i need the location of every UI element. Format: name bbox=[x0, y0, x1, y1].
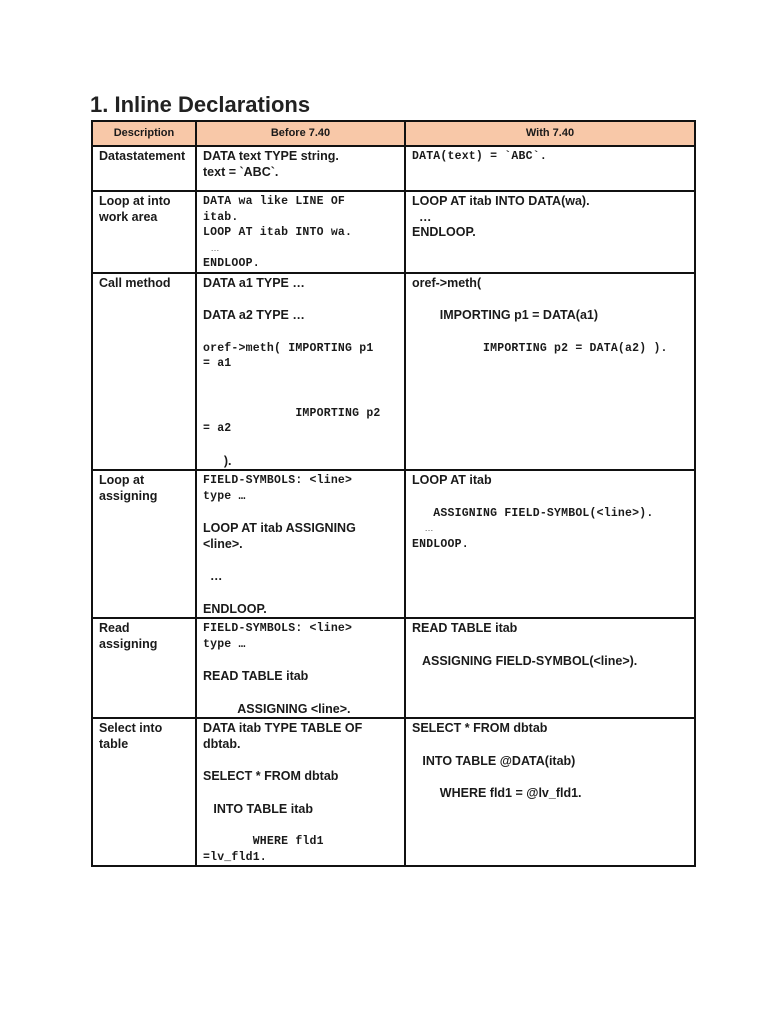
with-740-cell bbox=[405, 146, 695, 191]
description-line: assigning bbox=[99, 636, 158, 651]
code-line: IMPORTING p2 = DATA(a2) ). bbox=[412, 341, 668, 355]
statement-line: LOOP AT itab ASSIGNING bbox=[203, 521, 356, 535]
code-line: type … bbox=[203, 489, 246, 503]
statement-line: INTO TABLE @DATA(itab) bbox=[412, 753, 576, 768]
statement-line: DATA a1 TYPE … bbox=[203, 275, 305, 290]
code-line: =lv_fld1. bbox=[203, 850, 267, 864]
section-title: 1. Inline Declarations bbox=[90, 92, 311, 117]
description-line: Read bbox=[99, 621, 130, 635]
blank-line bbox=[203, 585, 398, 602]
description-line: Loop at bbox=[99, 473, 145, 487]
code-line: LOOP AT itab INTO wa. bbox=[203, 226, 353, 239]
table-row bbox=[92, 618, 695, 718]
statement-line: <line>. bbox=[203, 536, 243, 551]
description-line: work area bbox=[99, 209, 158, 224]
table-row bbox=[92, 718, 695, 866]
description-cell bbox=[92, 470, 196, 618]
code-line: FIELD-SYMBOLS: <line> bbox=[203, 474, 353, 487]
statement-line: SELECT * FROM dbtab bbox=[412, 721, 548, 735]
statement-line: LOOP AT itab bbox=[412, 473, 492, 487]
statement-line: … bbox=[412, 209, 432, 224]
header-before-740: Before 7.40 bbox=[196, 121, 405, 146]
code-line: itab. bbox=[203, 210, 239, 224]
code-line: = a1 bbox=[203, 357, 232, 370]
statement-line: ASSIGNING <line>. bbox=[203, 701, 351, 716]
statement-line: LOOP AT itab INTO DATA(wa). bbox=[412, 194, 590, 208]
statement-line: DATA a2 TYPE … bbox=[203, 308, 305, 322]
before-740-cell bbox=[196, 718, 405, 866]
blank-line bbox=[203, 504, 398, 521]
statement-line: ). bbox=[203, 453, 232, 468]
header-with-740: With 7.40 bbox=[405, 121, 695, 146]
statement-line: IMPORTING p1 = DATA(a1) bbox=[412, 308, 599, 322]
statement-line: … bbox=[203, 569, 223, 583]
description-cell bbox=[92, 191, 196, 273]
description-cell bbox=[92, 146, 196, 191]
before-740-cell bbox=[196, 191, 405, 273]
blank-line bbox=[203, 652, 398, 669]
blank-line bbox=[203, 685, 398, 702]
description-line: Datastatement bbox=[99, 149, 186, 163]
before-740-cell bbox=[196, 470, 405, 618]
statement-line: … bbox=[412, 523, 434, 533]
blank-line bbox=[203, 785, 398, 802]
code-line: WHERE fld1 bbox=[203, 835, 324, 848]
before-740-cell bbox=[196, 618, 405, 718]
code-line: ASSIGNING FIELD-SYMBOL(<line>). bbox=[412, 506, 654, 520]
blank-line bbox=[412, 769, 688, 786]
statement-line: READ TABLE itab bbox=[412, 621, 518, 635]
description-line: Select into bbox=[99, 721, 163, 735]
inline-declarations-table bbox=[91, 120, 696, 867]
statement-line: READ TABLE itab bbox=[203, 669, 309, 683]
blank-line bbox=[203, 752, 398, 769]
statement-line: ENDLOOP. bbox=[203, 601, 267, 616]
statement-line: ENDLOOP. bbox=[412, 225, 476, 239]
statement-line: DATA itab TYPE TABLE OF bbox=[203, 721, 363, 735]
code-line: DATA(text) = `ABC`. bbox=[412, 150, 547, 163]
statement-line: … bbox=[203, 242, 220, 253]
code-line: = a2 bbox=[203, 422, 232, 435]
with-740-cell bbox=[405, 618, 695, 718]
description-line: assigning bbox=[99, 488, 158, 503]
with-740-cell bbox=[405, 273, 695, 471]
code-line: ENDLOOP. bbox=[203, 257, 260, 270]
table-row bbox=[92, 470, 695, 618]
with-740-cell bbox=[405, 470, 695, 618]
table-row bbox=[92, 273, 695, 471]
description-cell bbox=[92, 618, 196, 718]
blank-line bbox=[203, 389, 398, 406]
blank-line bbox=[412, 324, 688, 341]
code-line: oref->meth( IMPORTING p1 bbox=[203, 341, 374, 355]
blank-line bbox=[203, 291, 398, 308]
statement-line: ASSIGNING FIELD-SYMBOL(<line>). bbox=[412, 653, 638, 668]
before-740-cell bbox=[196, 146, 405, 191]
blank-line bbox=[412, 737, 688, 754]
description-line: Loop at into bbox=[99, 194, 171, 208]
before-740-cell bbox=[196, 273, 405, 471]
with-740-cell bbox=[405, 718, 695, 866]
blank-line bbox=[412, 489, 688, 506]
description-cell bbox=[92, 273, 196, 471]
blank-line bbox=[412, 291, 688, 308]
blank-line bbox=[203, 324, 398, 341]
code-line: ENDLOOP. bbox=[412, 537, 469, 551]
statement-line: oref->meth( bbox=[412, 275, 482, 290]
header-description: Description bbox=[92, 121, 196, 146]
statement-line: WHERE fld1 = @lv_fld1. bbox=[412, 786, 582, 800]
description-line: table bbox=[99, 736, 129, 751]
table-header-row bbox=[92, 121, 695, 146]
description-cell bbox=[92, 718, 196, 866]
statement-line: INTO TABLE itab bbox=[203, 801, 313, 816]
statement-line: SELECT * FROM dbtab bbox=[203, 769, 339, 783]
code-line: IMPORTING p2 bbox=[203, 406, 381, 420]
blank-line bbox=[203, 552, 398, 569]
code-line: type … bbox=[203, 637, 246, 651]
blank-line bbox=[412, 637, 688, 654]
statement-line: DATA text TYPE string. bbox=[203, 149, 339, 163]
blank-line bbox=[203, 372, 398, 389]
table-row bbox=[92, 146, 695, 191]
statement-line: text = `ABC`. bbox=[203, 164, 279, 179]
description-line: Call method bbox=[99, 275, 171, 290]
with-740-cell bbox=[405, 191, 695, 273]
blank-line bbox=[203, 437, 398, 454]
code-line: DATA wa like LINE OF bbox=[203, 195, 346, 208]
code-line: FIELD-SYMBOLS: <line> bbox=[203, 622, 353, 635]
blank-line bbox=[203, 817, 398, 834]
statement-line: dbtab. bbox=[203, 736, 241, 751]
table-row bbox=[92, 191, 695, 273]
